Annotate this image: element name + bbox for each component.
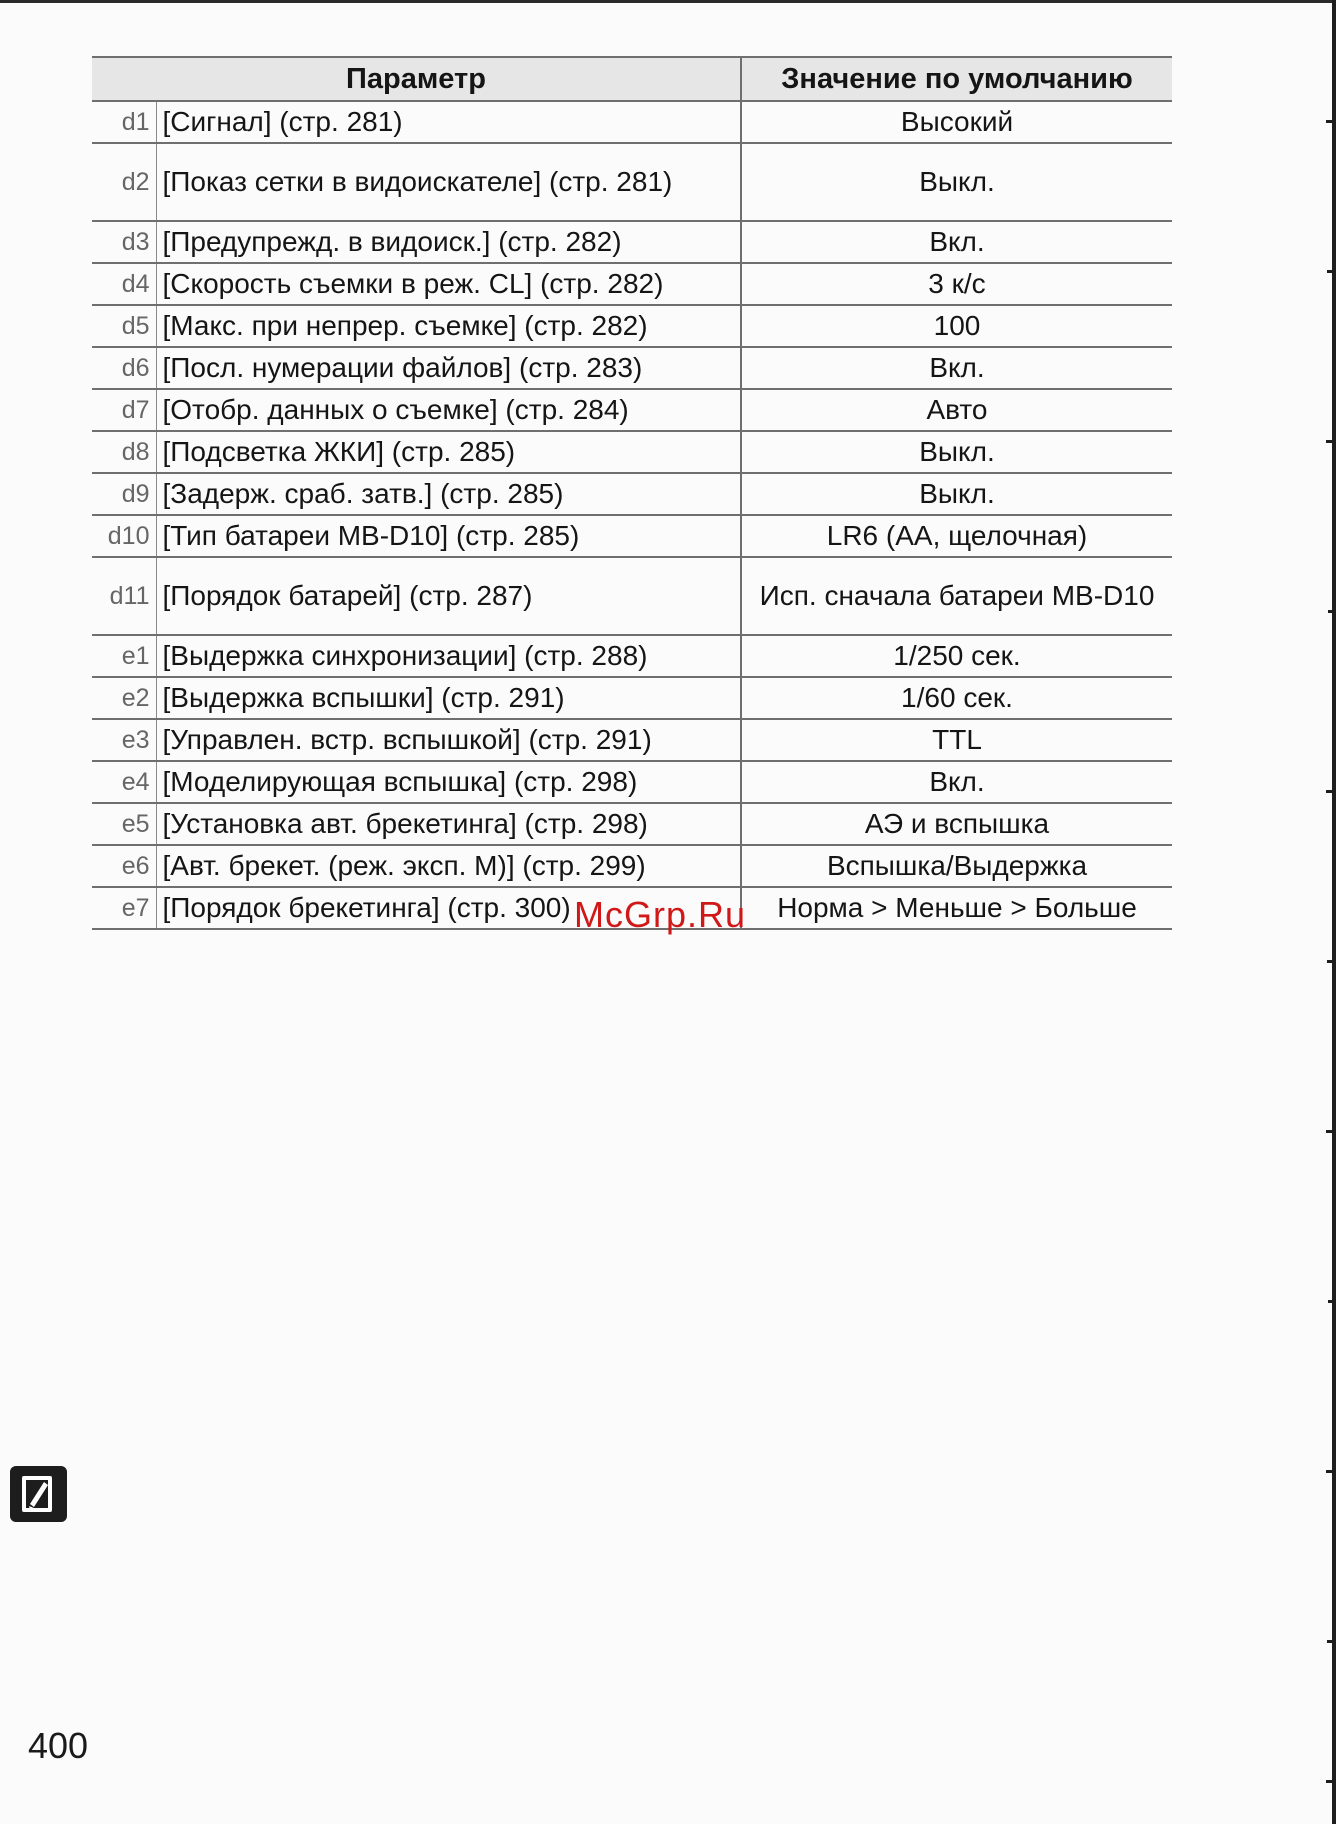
table-row <box>92 719 1172 761</box>
table-row <box>92 761 1172 803</box>
row-parameter: [Сигнал] (стр. 281) <box>156 101 741 143</box>
row-value: 1/250 сек. <box>741 635 1172 677</box>
table-header-row <box>92 57 1172 101</box>
table-row <box>92 677 1172 719</box>
row-code: d1 <box>92 101 156 143</box>
table-row <box>92 221 1172 263</box>
row-value: Норма > Меньше > Больше <box>741 887 1172 929</box>
table-row <box>92 803 1172 845</box>
row-code: d5 <box>92 305 156 347</box>
row-parameter: [Авт. брекет. (реж. эксп. M)] (стр. 299) <box>156 845 741 887</box>
row-code: d9 <box>92 473 156 515</box>
row-parameter: [Управлен. встр. вспышкой] (стр. 291) <box>156 719 741 761</box>
row-parameter: [Предупрежд. в видоиск.] (стр. 282) <box>156 221 741 263</box>
table-row <box>92 557 1172 635</box>
row-parameter: [Установка авт. брекетинга] (стр. 298) <box>156 803 741 845</box>
row-value: Вспышка/Выдержка <box>741 845 1172 887</box>
row-value: 100 <box>741 305 1172 347</box>
row-code: e1 <box>92 635 156 677</box>
row-code: d7 <box>92 389 156 431</box>
row-value: Выкл. <box>741 143 1172 221</box>
table-row <box>92 347 1172 389</box>
table-row <box>92 635 1172 677</box>
row-parameter: [Показ сетки в видоискателе] (стр. 281) <box>156 143 741 221</box>
row-code: d8 <box>92 431 156 473</box>
row-parameter: [Порядок брекетинга] (стр. 300) <box>156 887 741 929</box>
row-value: TTL <box>741 719 1172 761</box>
row-code: d11 <box>92 557 156 635</box>
row-parameter: [Посл. нумерации файлов] (стр. 283) <box>156 347 741 389</box>
row-code: e7 <box>92 887 156 929</box>
row-value: Авто <box>741 389 1172 431</box>
row-value: Исп. сначала батареи MB-D10 <box>741 557 1172 635</box>
row-code: d4 <box>92 263 156 305</box>
table-row <box>92 305 1172 347</box>
custom-settings-pencil-icon <box>10 1466 67 1522</box>
row-parameter: [Макс. при непрер. съемке] (стр. 282) <box>156 305 741 347</box>
table-row <box>92 431 1172 473</box>
row-code: e6 <box>92 845 156 887</box>
row-code: d2 <box>92 143 156 221</box>
row-code: e2 <box>92 677 156 719</box>
row-value: Вкл. <box>741 347 1172 389</box>
watermark: McGrp.Ru <box>574 894 747 935</box>
table-row <box>92 515 1172 557</box>
row-parameter: [Моделирующая вспышка] (стр. 298) <box>156 761 741 803</box>
row-parameter: [Выдержка вспышки] (стр. 291) <box>156 677 741 719</box>
table-row <box>92 101 1172 143</box>
row-value: 1/60 сек. <box>741 677 1172 719</box>
table-row <box>92 143 1172 221</box>
row-value: Высокий <box>741 101 1172 143</box>
table-row <box>92 389 1172 431</box>
row-value: АЭ и вспышка <box>741 803 1172 845</box>
row-parameter: [Скорость съемки в реж. CL] (стр. 282) <box>156 263 741 305</box>
row-code: d6 <box>92 347 156 389</box>
row-parameter: [Тип батареи MB-D10] (стр. 285) <box>156 515 741 557</box>
row-code: e3 <box>92 719 156 761</box>
row-code: d3 <box>92 221 156 263</box>
row-parameter: [Отобр. данных о съемке] (стр. 284) <box>156 389 741 431</box>
row-value: Вкл. <box>741 761 1172 803</box>
default-settings-table <box>92 56 1172 930</box>
row-parameter: [Выдержка синхронизации] (стр. 288) <box>156 635 741 677</box>
header-parameter: Параметр <box>92 57 741 101</box>
table-row <box>92 845 1172 887</box>
row-code: e4 <box>92 761 156 803</box>
row-code: d10 <box>92 515 156 557</box>
row-value: LR6 (AA, щелочная) <box>741 515 1172 557</box>
table-row <box>92 263 1172 305</box>
row-value: Выкл. <box>741 431 1172 473</box>
row-code: e5 <box>92 803 156 845</box>
row-parameter: [Подсветка ЖКИ] (стр. 285) <box>156 431 741 473</box>
page-top-edge <box>0 0 1336 3</box>
page-number: 400 <box>28 1725 89 1766</box>
row-parameter: [Порядок батарей] (стр. 287) <box>156 557 741 635</box>
row-value: Вкл. <box>741 221 1172 263</box>
row-value: Выкл. <box>741 473 1172 515</box>
page-right-edge <box>1326 0 1336 1824</box>
header-default-value: Значение по умолчанию <box>741 57 1172 101</box>
table-row <box>92 473 1172 515</box>
row-parameter: [Задерж. сраб. затв.] (стр. 285) <box>156 473 741 515</box>
row-value: 3 к/с <box>741 263 1172 305</box>
